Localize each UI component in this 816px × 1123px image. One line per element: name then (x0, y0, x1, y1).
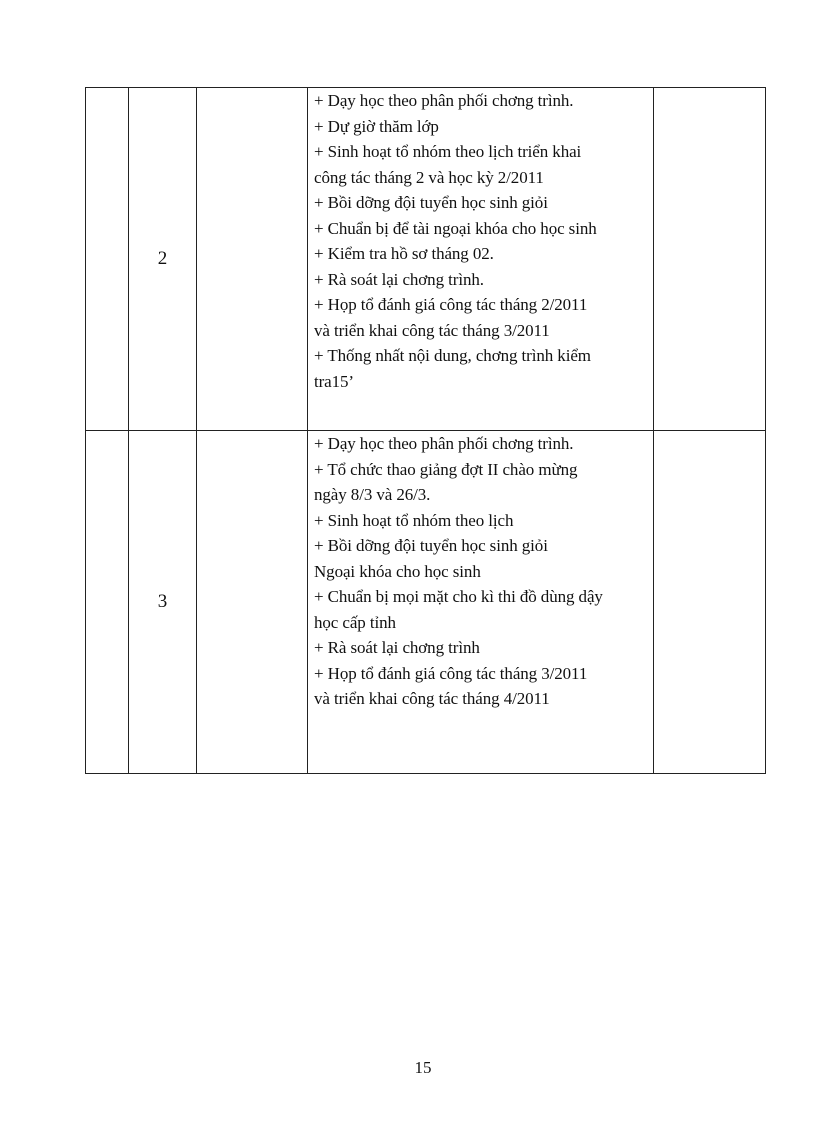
month-cell (129, 431, 197, 774)
month-label: 3 (157, 591, 168, 612)
tasks-cell (308, 431, 654, 774)
task-line: + Dạy học theo phân phối chơng trình. (314, 91, 574, 110)
table-row-month-3 (86, 431, 766, 774)
task-line: + Bồi dỡng đội tuyển học sinh giỏi (314, 193, 548, 212)
month-cell (129, 88, 197, 431)
task-line: tra15’ (314, 371, 354, 391)
task-line: + Rà soát lại chơng trình. (314, 269, 484, 289)
empty-cell (86, 88, 129, 431)
task-line: + Rà soát lại chơng trình (314, 638, 480, 657)
task-line: học cấp tỉnh (314, 612, 396, 632)
task-line: + Họp tổ đánh giá công tác tháng 3/2011 (314, 663, 588, 683)
task-line: + Dạy học theo phân phối chơng trình. (314, 434, 574, 453)
task-line: + Dự giờ thăm lớp (314, 116, 439, 136)
empty-cell (197, 88, 308, 431)
task-line: và triển khai công tác tháng 3/2011 (314, 320, 550, 340)
task-line: ngày 8/3 và 26/3. (314, 485, 431, 504)
month-label: 2 (157, 248, 168, 269)
task-line: + Bồi dỡng đội tuyển học sinh giỏi (314, 536, 548, 555)
task-line: + Sinh hoạt tổ nhóm theo lịch (314, 510, 514, 530)
empty-cell (654, 431, 766, 774)
empty-cell (654, 88, 766, 431)
task-line: công tác tháng 2 và học kỳ 2/2011 (314, 167, 544, 187)
tasks-cell (308, 88, 654, 431)
task-line: và triển khai công tác tháng 4/2011 (314, 689, 550, 708)
task-line: + Họp tổ đánh giá công tác tháng 2/2011 (314, 295, 588, 314)
empty-cell (86, 431, 129, 774)
task-line: + Chuẩn bị mọi mặt cho kì thi đồ dùng dậy (314, 587, 603, 606)
table-row-month-2 (86, 88, 766, 431)
empty-cell (197, 431, 308, 774)
task-line: + Thống nhất nội dung, chơng trình kiểm (314, 346, 591, 365)
task-line: + Tổ chức thao giảng đợt II chào mừng (314, 459, 578, 479)
task-line: + Chuẩn bị để tài ngoại khóa cho học sinh (314, 218, 597, 238)
page-number: 15 (414, 1058, 432, 1077)
task-line: Ngoại khóa cho học sinh (314, 561, 481, 581)
work-plan-table (85, 87, 766, 774)
task-line: + Sinh hoạt tổ nhóm theo lịch triển khai (314, 142, 582, 161)
task-line: + Kiểm tra hồ sơ tháng 02. (314, 244, 494, 263)
